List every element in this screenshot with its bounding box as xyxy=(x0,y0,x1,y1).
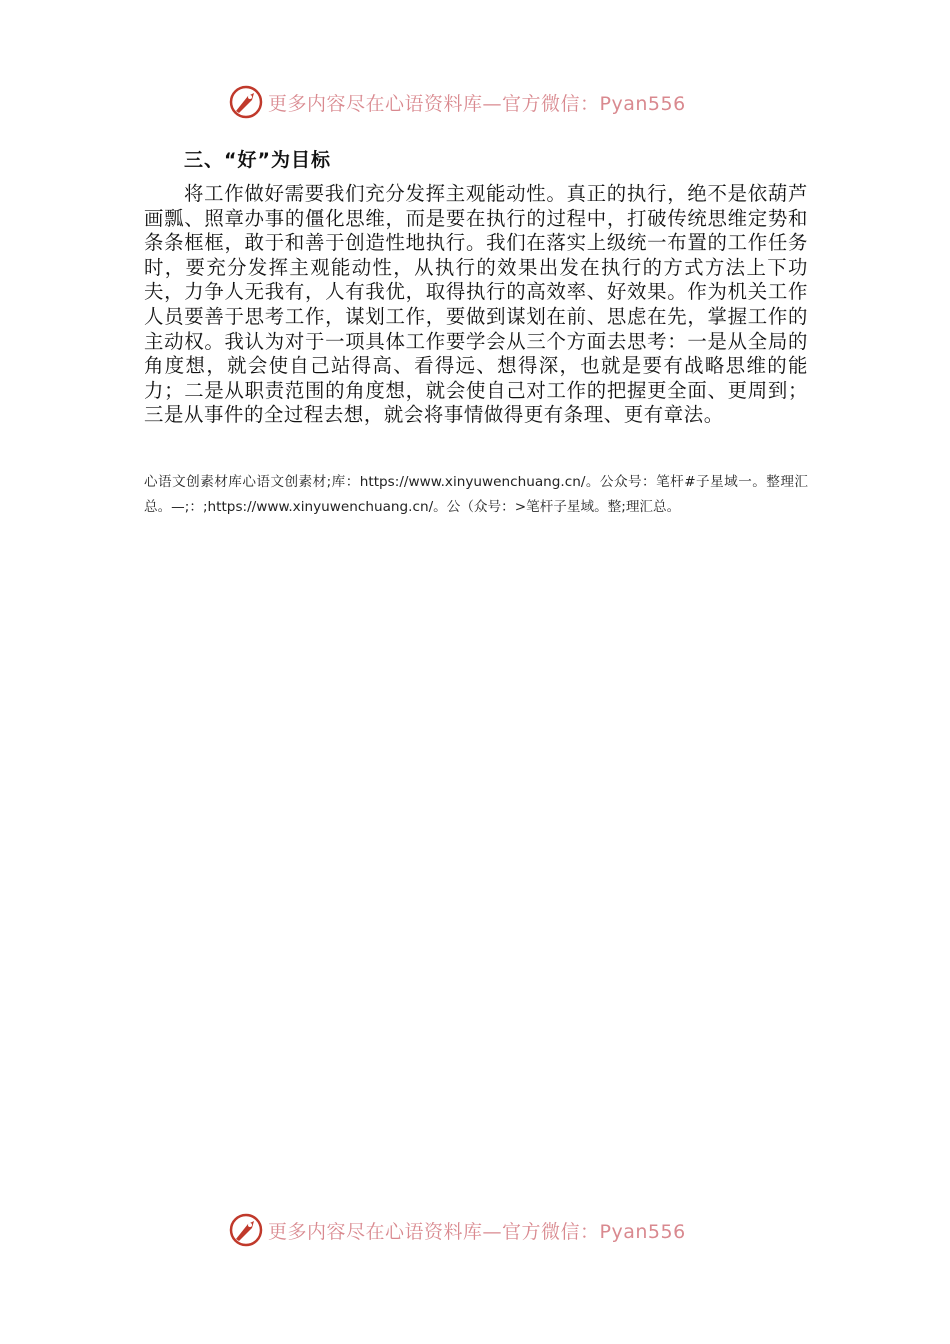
header-banner xyxy=(228,82,728,122)
header-banner-text xyxy=(268,89,686,116)
footer-banner-text xyxy=(268,1217,686,1244)
header-wechat-id: Pyan556 xyxy=(599,92,686,115)
header-banner-label: 更多内容尽在心语资料库—官方微信： xyxy=(268,92,600,115)
pen-nib-logo-icon xyxy=(228,84,264,120)
pen-nib-logo-icon xyxy=(228,1212,264,1248)
source-note: 心语文创素材库心语文创素材;库：https://www.xinyuwenchuang.cn/。公众号：笔杆#子星域一。整理汇总。—;：;https://www.xinyuwenchuang.cn/。公（众号：>笔杆子星域。整;理汇总。 xyxy=(144,474,808,515)
footer-banner-label: 更多内容尽在心语资料库—官方微信： xyxy=(268,1220,600,1243)
section-heading: 三、“好”为目标 xyxy=(184,149,331,171)
footer-banner xyxy=(228,1210,728,1250)
section-paragraph: 将工作做好需要我们充分发挥主观能动性。真正的执行，绝不是依葫芦画瓢、照章办事的僵化思维，而是要在执行的过程中，打破传统思维定势和条条框框，敢于和善于创造性地执行。我们在落实上级统一布置的工作任务时，要充分发挥主观能动性，从执行的效果出发在执行的方式方法上下功夫，力争人无我有，人有我优，取得执行的高效率、好效果。作为机关工作人员要善于思考工作，谋划工作，要做到谋划在前、思虑在先，掌握工作的主动权。我认为对于一项具体工作要学会从三个方面去思考：一是从全局的角度想，就会使自己站得高、看得远、想得深，也就是要有战略思维的能力；二是从职责范围的角度想，就会使自己对工作的把握更全面、更周到；三是从事件的全过程去想，就会将事情做得更有条理、更有章法。 xyxy=(144,182,808,427)
footer-wechat-id: Pyan556 xyxy=(599,1220,686,1243)
